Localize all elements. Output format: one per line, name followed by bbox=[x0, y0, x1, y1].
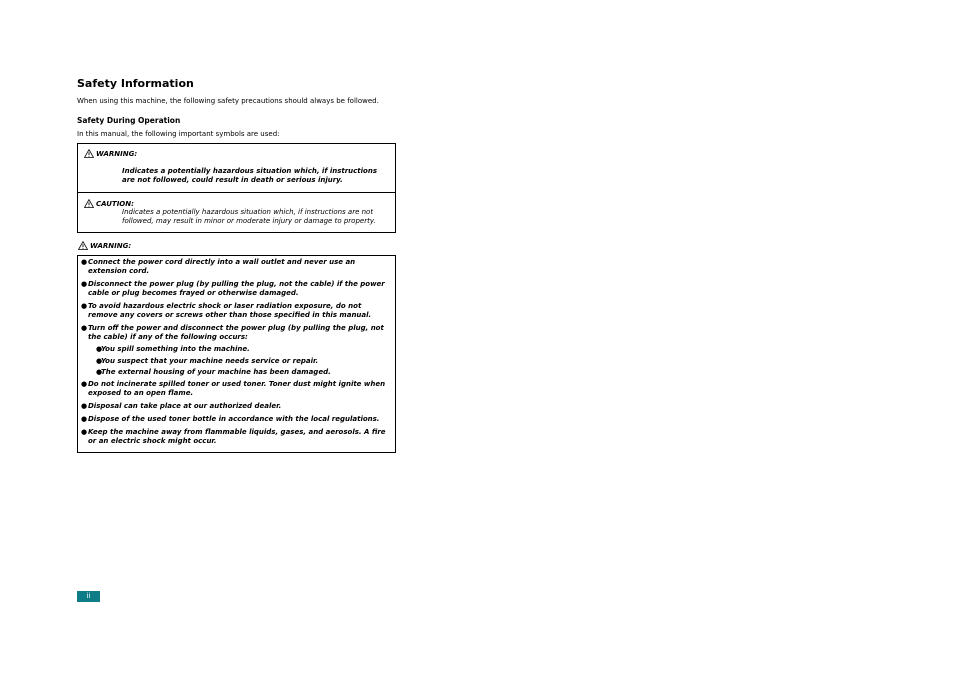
sub-warning-item: ● You spill something into the machine. bbox=[96, 345, 250, 353]
symbols-intro-text: In this manual, the following important symbols are used: bbox=[77, 130, 280, 138]
warning-item: ● To avoid hazardous electric shock or laser radiation exposure, do not remove any covers or screws other than those specified in this manual. bbox=[81, 302, 372, 319]
symbol-legend-box bbox=[77, 143, 396, 233]
bullet-icon: ● bbox=[81, 414, 88, 423]
warning-item: ● Connect the power cord directly into a wall outlet and never use an extension cord. bbox=[81, 258, 356, 275]
warning-triangle-icon bbox=[84, 149, 94, 158]
warning-list-box bbox=[77, 255, 396, 453]
warning-heading bbox=[78, 241, 131, 250]
bullet-icon: ● bbox=[96, 345, 103, 353]
bullet-icon: ● bbox=[81, 302, 88, 310]
warning-item: ● Disposal can take place at our authorized dealer. bbox=[81, 401, 282, 410]
bullet-icon: ● bbox=[96, 368, 103, 376]
warning-list bbox=[81, 258, 391, 446]
sub-warning-item: ● You suspect that your machine needs service or repair. bbox=[96, 356, 319, 365]
warning-item: ● Turn off the power and disconnect the power plug (by pulling the plug, not the cable) if any of the following occurs: ● You spill something into the machine. ● You suspect that your machine needs service or repair. ● The external housing of your machine has been damaged. bbox=[81, 324, 391, 377]
page-number-tab: ii bbox=[77, 591, 100, 602]
bullet-icon: ● bbox=[81, 427, 88, 436]
warning-symbol-header bbox=[84, 149, 137, 158]
caution-triangle-icon bbox=[84, 199, 94, 208]
section-title: Safety During Operation bbox=[77, 116, 181, 125]
sub-warning-list bbox=[96, 345, 391, 377]
warning-item: ● Keep the machine away from flammable liquids, gases, and aerosols. A fire or an electric shock might occur. bbox=[81, 427, 386, 445]
warning-item: ● Dispose of the used toner bottle in accordance with the local regulations. bbox=[81, 414, 380, 423]
intro-text: When using this machine, the following safety precautions should always be followed. bbox=[77, 97, 379, 105]
warning-heading-label: WARNING: bbox=[90, 241, 132, 250]
page-title: Safety Information bbox=[77, 77, 194, 90]
caution-symbol-label: CAUTION: bbox=[96, 199, 134, 208]
warning-symbol-description: Indicates a potentially hazardous situation which, if instructions are not followed, could result in death or serious injury. bbox=[122, 167, 377, 184]
bullet-icon: ● bbox=[96, 356, 103, 365]
warning-triangle-icon bbox=[78, 241, 88, 250]
symbol-divider bbox=[78, 192, 396, 193]
bullet-icon: ● bbox=[81, 258, 88, 266]
bullet-icon: ● bbox=[81, 324, 88, 332]
warning-item: ● Disconnect the power plug (by pulling the plug, not the cable) if the power cable or plug becomes frayed or otherwise damaged. bbox=[81, 280, 385, 297]
bullet-icon: ● bbox=[81, 379, 88, 388]
warning-item: ● Do not incinerate spilled toner or used toner. Toner dust might ignite when exposed to an open flame. bbox=[81, 379, 386, 397]
warning-symbol-label: WARNING: bbox=[96, 149, 138, 158]
bullet-icon: ● bbox=[81, 280, 88, 288]
bullet-icon: ● bbox=[81, 401, 88, 410]
caution-symbol-description: Indicates a potentially hazardous situation which, if instructions are not followed, may result in minor or moderate injury or damage to property. bbox=[122, 208, 376, 225]
caution-symbol-header bbox=[84, 199, 134, 208]
sub-warning-item: ● The external housing of your machine has been damaged. bbox=[96, 368, 331, 376]
